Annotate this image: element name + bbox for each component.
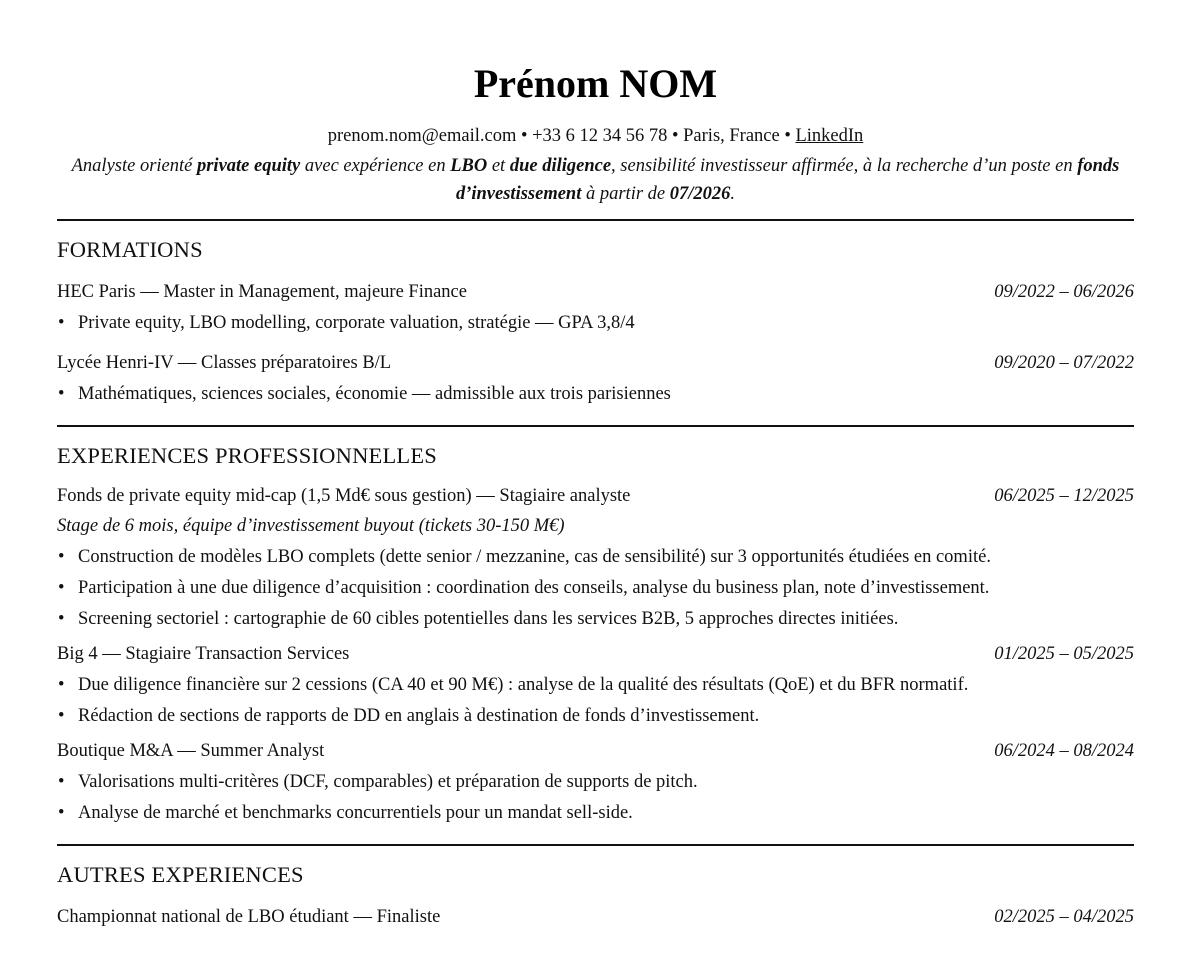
entry-dates: 09/2022 – 06/2026 — [994, 282, 1134, 302]
entry-dates: 01/2025 – 05/2025 — [994, 644, 1134, 664]
summary-highlight: private equity — [196, 156, 301, 176]
summary-highlight: fonds d’investissement — [455, 156, 1120, 204]
section-divider — [57, 844, 1134, 846]
experience-entry — [57, 483, 1134, 632]
section-title: FORMATIONS — [57, 237, 203, 262]
email-text: prenom.nom@email.com — [327, 126, 517, 146]
summary-highlight: due diligence — [509, 156, 612, 176]
section-divider — [57, 425, 1134, 427]
entry-header — [57, 904, 1134, 930]
bullet-item: • Participation à une due diligence d’acquisition : coordination des conseils, analyse du business plan, note d’investissement. — [57, 575, 1134, 601]
entry-header — [57, 483, 1134, 509]
entry-dates: 02/2025 – 04/2025 — [994, 907, 1134, 927]
entry-title: HEC Paris — Master in Management, majeure Finance — [57, 282, 467, 302]
entry-title: Lycée Henri-IV — Classes préparatoires B/L — [57, 353, 392, 373]
linkedin-link[interactable]: LinkedIn — [795, 126, 864, 146]
summary-text: à partir de — [581, 184, 670, 204]
entry-header — [57, 738, 1134, 764]
summary-highlight: 07/2026 — [669, 184, 731, 204]
entry-header — [57, 350, 1134, 376]
entry-title: Fonds de private equity mid-cap (1,5 Md€ sous gestion) — Stagiaire analyste — [57, 486, 631, 506]
entry-dates: 06/2025 – 12/2025 — [994, 486, 1134, 506]
bullet-item: • Construction de modèles LBO complets (dette senior / mezzanine, cas de sensibilité) sur 3 opportunités étudiées en comité. — [57, 544, 1134, 570]
entry-title: Championnat national de LBO étudiant — Finaliste — [57, 907, 441, 927]
separator: • — [779, 126, 796, 146]
bullet-list — [57, 544, 1134, 632]
separator: • — [667, 126, 684, 146]
entry-title: Boutique M&A — Summer Analyst — [57, 741, 325, 761]
entry-header — [57, 641, 1134, 667]
separator: • — [516, 126, 533, 146]
autres-section — [57, 860, 1134, 930]
summary-text: et — [487, 156, 510, 176]
phone-text: +33 6 12 34 56 78 — [532, 126, 668, 146]
bullet-list — [57, 381, 1134, 407]
bullet-item: • Due diligence financière sur 2 cessions (CA 40 et 90 M€) : analyse de la qualité des résultats (QoE) et du BFR normatif. — [57, 672, 1134, 698]
summary-text: . — [730, 184, 736, 204]
bullet-item: • Analyse de marché et benchmarks concurrentiels pour un mandat sell-side. — [57, 800, 1134, 826]
bullet-item: • Screening sectoriel : cartographie de 60 cibles potentielles dans les services B2B, 5 approches directes initiées. — [57, 606, 1134, 632]
formations-section — [57, 235, 1134, 407]
bullet-item: • Valorisations multi-critères (DCF, comparables) et préparation de supports de pitch. — [57, 769, 1134, 795]
entry-title: Big 4 — Stagiaire Transaction Services — [57, 644, 350, 664]
contact-line — [57, 124, 1134, 148]
summary-text: Analyste orienté — [71, 156, 197, 176]
bullet-list — [57, 769, 1134, 826]
experience-entry — [57, 641, 1134, 729]
experience-entry — [57, 738, 1134, 826]
section-divider — [57, 219, 1134, 221]
bullet-list — [57, 310, 1134, 336]
formation-entry — [57, 350, 1134, 407]
summary-text: , sensibilité investisseur affirmée, à la recherche d’un poste en — [611, 156, 1078, 176]
entry-dates: 06/2024 – 08/2024 — [994, 741, 1134, 761]
resume-page — [57, 0, 1134, 930]
autre-entry — [57, 904, 1134, 930]
section-title: EXPERIENCES PROFESSIONNELLES — [57, 443, 438, 468]
bullet-item: • Mathématiques, sciences sociales, économie — admissible aux trois parisiennes — [57, 381, 1134, 407]
experiences-section — [57, 441, 1134, 826]
summary-text: avec expérience en — [300, 156, 451, 176]
profile-summary — [57, 152, 1134, 208]
bullet-item: • Rédaction de sections de rapports de DD en anglais à destination de fonds d’investissement. — [57, 703, 1134, 729]
candidate-name: Prénom NOM — [473, 61, 718, 106]
location-text: Paris, France — [683, 126, 780, 146]
bullet-list — [57, 672, 1134, 729]
entry-header — [57, 279, 1134, 305]
summary-highlight: LBO — [450, 156, 488, 176]
section-title: AUTRES EXPERIENCES — [57, 862, 304, 887]
entry-subtitle: Stage de 6 mois, équipe d’investissement buyout (tickets 30-150 M€) — [57, 516, 565, 536]
formation-entry — [57, 279, 1134, 336]
bullet-item: • Private equity, LBO modelling, corporate valuation, stratégie — GPA 3,8/4 — [57, 310, 1134, 336]
entry-dates: 09/2020 – 07/2022 — [994, 353, 1134, 373]
